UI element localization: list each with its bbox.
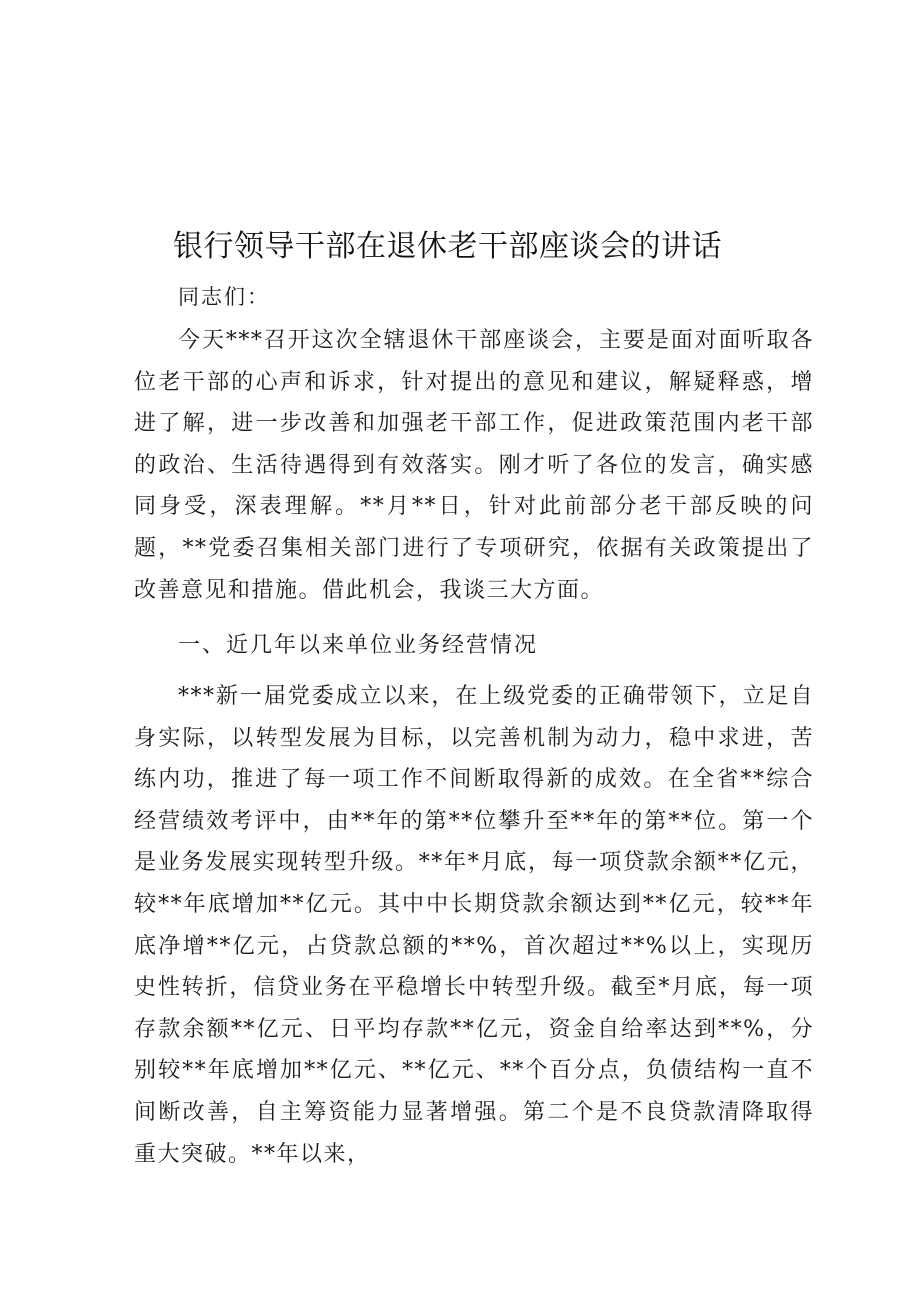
section-heading-1: 一、近几年以来单位业务经营情况 [178, 633, 539, 658]
paragraph-intro: 今天***召开这次全辖退休干部座谈会，主要是面对面听取各位老干部的心声和诉求，针对提出的意见和建议，解疑释惑，增进了解，进一步改善和加强老干部工作，促进政策范围内老干部的政治、生活待遇得到有效落实。刚才听了各位的发言，确实感同身受，深表理解。**月**日，针对此前部分老干部反映的问题，**党委召集相关部门进行了专项研究，依据有关政策提出了改善意见和措施。借此机会，我谈三大方面。 [134, 328, 814, 603]
paragraph-business-overview: ***新一届党委成立以来，在上级党委的正确带领下，立足自身实际，以转型发展为目标，以完善机制为动力，稳中求进，苦练内功，推进了每一项工作不间断取得新的成效。在全省**综合经营绩效考评中，由**年的第**位攀升至**年的第**位。第一个是业务发展实现转型升级。**年*月底，每一项贷款余额**亿元，较**年底增加**亿元。其中中长期贷款余额达到**亿元，较**年底净增**亿元，占贷款总额的**%，首次超过**%以上，实现历史性转折，信贷业务在平稳增长中转型升级。截至*月底，每一项存款余额**亿元、日平均存款**亿元，资金自给率达到**%，分别较**年底增加**亿元、**亿元、**个百分点，负债结构一直不间断改善，自主筹资能力显著增强。第二个是不良贷款清降取得重大突破。**年以来， [134, 684, 814, 1167]
salutation: 同志们： [178, 285, 270, 309]
document-title: 银行领导干部在退休老干部座谈会的讲话 [173, 229, 722, 264]
